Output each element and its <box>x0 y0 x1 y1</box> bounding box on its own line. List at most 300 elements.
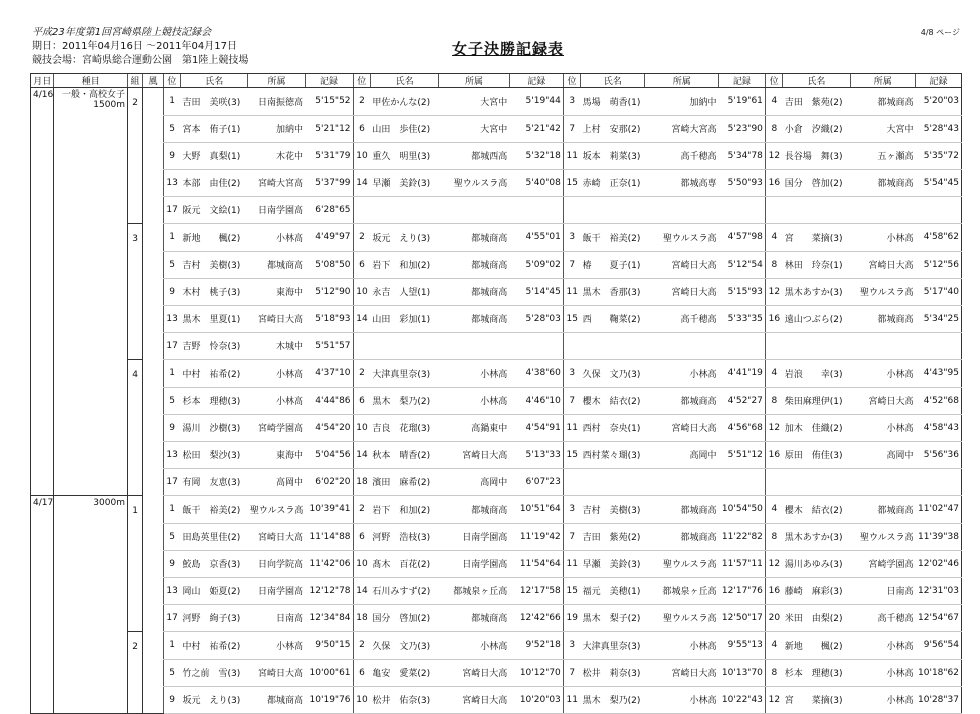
col-name: 氏名 <box>783 74 850 88</box>
athlete-name: 岡山 姫夏(2) <box>181 577 248 604</box>
place: 8 <box>765 387 782 414</box>
club: 小林高 <box>248 224 305 252</box>
event-cell <box>54 550 128 577</box>
athlete-name: 岩下 和加(2) <box>370 251 438 278</box>
place: 2 <box>353 88 370 116</box>
col-pos: 位 <box>563 74 580 88</box>
event-cell <box>54 523 128 550</box>
club: 日南学園高 <box>248 196 305 224</box>
club: 東海中 <box>248 441 305 468</box>
mark: 12'02"46 <box>915 550 961 577</box>
mark: 5'56"36 <box>915 441 961 468</box>
col-club: 所属 <box>248 74 305 88</box>
athlete-name <box>370 332 438 360</box>
athlete-name: 山田 彩加(1) <box>370 305 438 332</box>
col-pos: 位 <box>163 74 180 88</box>
mark: 10'18"62 <box>915 659 961 686</box>
athlete-name: 髙木 百花(2) <box>370 550 438 577</box>
athlete-name: 櫻木 結衣(2) <box>783 496 850 524</box>
date-cell <box>31 414 54 441</box>
athlete-name: 田島英里佳(2) <box>181 523 248 550</box>
club: 小林高 <box>439 360 509 388</box>
event-cell <box>54 115 128 142</box>
club: 高岡中 <box>439 468 509 496</box>
event-cell <box>54 468 128 496</box>
club: 東海中 <box>248 278 305 305</box>
mark: 10'22"43 <box>718 686 765 714</box>
club <box>850 332 915 360</box>
mark: 10'28"37 <box>915 686 961 714</box>
event-cell <box>54 196 128 224</box>
place: 3 <box>563 632 580 660</box>
place <box>563 468 580 496</box>
place: 4 <box>765 224 782 252</box>
club: 宮崎日大高 <box>645 251 719 278</box>
club: 宮崎日大高 <box>850 387 915 414</box>
mark: 5'18"93 <box>305 305 353 332</box>
place: 3 <box>563 496 580 524</box>
club: 聖ウルスラ高 <box>850 278 915 305</box>
club: 宮崎日大高 <box>439 686 509 714</box>
club: 都城商高 <box>248 686 305 714</box>
place: 10 <box>353 278 370 305</box>
athlete-name: 早瀬 美鈴(3) <box>370 169 438 196</box>
table-row <box>31 441 962 468</box>
athlete-name: 久保 文乃(3) <box>581 360 645 388</box>
mark <box>718 196 765 224</box>
mark: 12'17"58 <box>509 577 563 604</box>
group-cell <box>127 659 142 686</box>
club: 日南振徳高 <box>248 88 305 116</box>
athlete-name: 宮本 侑子(1) <box>181 115 248 142</box>
athlete-name: 本部 由佳(2) <box>181 169 248 196</box>
mark: 4'58"43 <box>915 414 961 441</box>
athlete-name: 長谷場 舞(3) <box>783 142 850 169</box>
mark <box>915 332 961 360</box>
club: 小林高 <box>439 387 509 414</box>
athlete-name: 中村 祐希(2) <box>181 360 248 388</box>
place: 11 <box>563 550 580 577</box>
group-cell <box>127 251 142 278</box>
place: 18 <box>353 468 370 496</box>
table-row <box>31 496 962 524</box>
mark: 12'12"78 <box>305 577 353 604</box>
mark: 4'54"91 <box>509 414 563 441</box>
col-group: 組 <box>127 74 142 88</box>
club: 日南学園高 <box>248 577 305 604</box>
date-cell <box>31 523 54 550</box>
athlete-name: 吉田 紫苑(2) <box>581 523 645 550</box>
mark: 5'21"42 <box>509 115 563 142</box>
date-cell <box>31 251 54 278</box>
athlete-name: 藤崎 麻彩(3) <box>783 577 850 604</box>
mark: 5'08"50 <box>305 251 353 278</box>
event-cell <box>54 142 128 169</box>
athlete-name: 原田 侑佳(3) <box>783 441 850 468</box>
place: 6 <box>353 387 370 414</box>
athlete-name: 早瀬 美鈴(3) <box>581 550 645 577</box>
place: 10 <box>353 550 370 577</box>
meet-period: 期日：2011年04月16日 ～2011年04月17日 <box>32 41 237 52</box>
mark: 10'39"41 <box>305 496 353 524</box>
club: 小林高 <box>850 632 915 660</box>
place <box>353 332 370 360</box>
date-cell <box>31 360 54 388</box>
event-cell <box>54 278 128 305</box>
mark: 5'37"99 <box>305 169 353 196</box>
col-club: 所属 <box>850 74 915 88</box>
group-cell <box>127 305 142 332</box>
event-line: 1500m <box>93 100 125 110</box>
mark: 10'54"50 <box>718 496 765 524</box>
place: 1 <box>163 632 180 660</box>
place: 8 <box>765 523 782 550</box>
club: 都城商高 <box>645 523 719 550</box>
wind-cell <box>143 169 163 196</box>
place: 20 <box>765 604 782 632</box>
mark: 12'31"03 <box>915 577 961 604</box>
table-row <box>31 251 962 278</box>
mark: 4'52"27 <box>718 387 765 414</box>
wind-cell <box>143 577 163 604</box>
place: 2 <box>353 632 370 660</box>
place: 18 <box>353 604 370 632</box>
place: 9 <box>163 550 180 577</box>
mark: 4'37"10 <box>305 360 353 388</box>
place: 14 <box>353 305 370 332</box>
mark <box>509 196 563 224</box>
mark: 4'49"97 <box>305 224 353 252</box>
place: 2 <box>353 224 370 252</box>
place: 6 <box>353 659 370 686</box>
mark: 4'56"68 <box>718 414 765 441</box>
mark: 4'43"95 <box>915 360 961 388</box>
group-cell <box>127 441 142 468</box>
mark: 5'04"56 <box>305 441 353 468</box>
place: 5 <box>163 251 180 278</box>
club: 都城商高 <box>850 169 915 196</box>
club: 都城商高 <box>439 224 509 252</box>
athlete-name: 吉村 美樹(3) <box>181 251 248 278</box>
mark: 10'00"61 <box>305 659 353 686</box>
mark: 9'56"54 <box>915 632 961 660</box>
event-cell <box>54 387 128 414</box>
club: 高岡中 <box>850 441 915 468</box>
club: 小林高 <box>850 686 915 714</box>
mark: 4'41"19 <box>718 360 765 388</box>
club: 高千穂高 <box>645 142 719 169</box>
mark: 5'12"90 <box>305 278 353 305</box>
athlete-name <box>370 196 438 224</box>
meet-venue: 競技会場：宮崎県総合運動公園 第1陸上競技場 <box>32 55 249 66</box>
place: 16 <box>765 169 782 196</box>
athlete-name: 亀安 愛菜(2) <box>370 659 438 686</box>
wind-cell <box>143 360 163 388</box>
club <box>645 196 719 224</box>
wind-cell <box>143 496 163 524</box>
mark: 5'50"93 <box>718 169 765 196</box>
wind-cell <box>143 468 163 496</box>
event-cell <box>54 169 128 196</box>
wind-cell <box>143 632 163 660</box>
date-cell: 4/17 <box>31 496 54 524</box>
place: 6 <box>353 523 370 550</box>
athlete-name: 黒木あすか(3) <box>783 278 850 305</box>
date-cell <box>31 142 54 169</box>
mark: 5'54"45 <box>915 169 961 196</box>
club: 小林高 <box>248 360 305 388</box>
club: 都城商高 <box>439 251 509 278</box>
club: 聖ウルスラ高 <box>850 523 915 550</box>
place: 8 <box>765 251 782 278</box>
place: 15 <box>563 441 580 468</box>
place: 11 <box>563 142 580 169</box>
club: 都城商高 <box>439 305 509 332</box>
club: 小林高 <box>439 632 509 660</box>
place: 14 <box>353 169 370 196</box>
mark: 5'32"18 <box>509 142 563 169</box>
club: 宮崎日大高 <box>850 251 915 278</box>
mark <box>718 332 765 360</box>
athlete-name: 飯干 裕美(2) <box>181 496 248 524</box>
athlete-name: 河野 浩枝(3) <box>370 523 438 550</box>
place: 14 <box>353 441 370 468</box>
place: 2 <box>353 360 370 388</box>
event-line: 3000m <box>93 498 125 508</box>
mark: 5'12"56 <box>915 251 961 278</box>
group-cell <box>127 577 142 604</box>
mark: 10'51"64 <box>509 496 563 524</box>
place: 15 <box>563 577 580 604</box>
group-cell <box>127 332 142 360</box>
group-cell <box>127 468 142 496</box>
table-row <box>31 523 962 550</box>
mark: 4'54"20 <box>305 414 353 441</box>
group-cell <box>127 169 142 196</box>
athlete-name: 吉良 花瑠(3) <box>370 414 438 441</box>
mark: 5'35"72 <box>915 142 961 169</box>
mark: 12'54"67 <box>915 604 961 632</box>
mark: 5'34"25 <box>915 305 961 332</box>
athlete-name: 秋本 晴香(2) <box>370 441 438 468</box>
athlete-name <box>581 332 645 360</box>
athlete-name: 林田 玲奈(1) <box>783 251 850 278</box>
athlete-name: 木村 桃子(3) <box>181 278 248 305</box>
date-cell <box>31 441 54 468</box>
event-cell <box>54 251 128 278</box>
mark: 11'39"38 <box>915 523 961 550</box>
mark: 11'54"64 <box>509 550 563 577</box>
club: 木花中 <box>248 142 305 169</box>
place: 10 <box>353 414 370 441</box>
athlete-name: 松井 莉奈(3) <box>581 659 645 686</box>
place: 5 <box>163 115 180 142</box>
document-title: 女子決勝記録表 <box>452 40 565 58</box>
athlete-name: 濱田 麻希(2) <box>370 468 438 496</box>
wind-cell <box>143 305 163 332</box>
athlete-name: 新地 楓(2) <box>783 632 850 660</box>
mark: 5'15"52 <box>305 88 353 116</box>
table-row <box>31 196 962 224</box>
place: 9 <box>163 414 180 441</box>
mark: 6'02"20 <box>305 468 353 496</box>
col-pos: 位 <box>765 74 782 88</box>
athlete-name: 山田 歩佳(2) <box>370 115 438 142</box>
athlete-name: 坂本 莉菜(3) <box>581 142 645 169</box>
club: 都城商高 <box>439 604 509 632</box>
place <box>563 196 580 224</box>
table-row <box>31 305 962 332</box>
date-cell <box>31 305 54 332</box>
place: 11 <box>563 278 580 305</box>
club: 都城泉ヶ丘高 <box>645 577 719 604</box>
place: 7 <box>563 387 580 414</box>
date-cell <box>31 577 54 604</box>
mark: 5'31"79 <box>305 142 353 169</box>
place: 10 <box>353 142 370 169</box>
mark: 6'07"23 <box>509 468 563 496</box>
athlete-name: 松井 佑奈(3) <box>370 686 438 714</box>
mark: 5'14"45 <box>509 278 563 305</box>
athlete-name: 杉本 理穂(3) <box>783 659 850 686</box>
athlete-name: 大津真里奈(3) <box>581 632 645 660</box>
club: 大宮中 <box>439 88 509 116</box>
wind-cell <box>143 414 163 441</box>
athlete-name: 重久 明里(3) <box>370 142 438 169</box>
col-mark: 記録 <box>509 74 563 88</box>
group-cell <box>127 387 142 414</box>
athlete-name: 黒木 梨子(2) <box>581 604 645 632</box>
club: 聖ウルスラ高 <box>645 604 719 632</box>
athlete-name: 吉村 美樹(3) <box>581 496 645 524</box>
club <box>850 196 915 224</box>
date-cell <box>31 332 54 360</box>
wind-cell <box>143 550 163 577</box>
place: 13 <box>163 305 180 332</box>
wind-cell <box>143 523 163 550</box>
table-row <box>31 604 962 632</box>
col-event: 種目 <box>54 74 128 88</box>
athlete-name: 宮 菜摘(3) <box>783 686 850 714</box>
col-mark: 記録 <box>915 74 961 88</box>
athlete-name: 吉野 怜奈(3) <box>181 332 248 360</box>
club: 日南高 <box>248 604 305 632</box>
wind-cell <box>143 251 163 278</box>
club: 宮崎大宮高 <box>645 115 719 142</box>
mark: 4'38"60 <box>509 360 563 388</box>
club: 都城商高 <box>645 496 719 524</box>
athlete-name: 国分 啓加(2) <box>783 169 850 196</box>
athlete-name: 福元 美穂(1) <box>581 577 645 604</box>
club: 都城商高 <box>439 278 509 305</box>
mark: 5'33"35 <box>718 305 765 332</box>
group-cell: 4 <box>127 360 142 388</box>
club: 宮崎日大高 <box>248 659 305 686</box>
club: 都城商高 <box>850 88 915 116</box>
wind-cell <box>143 224 163 252</box>
mark: 5'12"54 <box>718 251 765 278</box>
group-cell: 2 <box>127 88 142 116</box>
col-name: 氏名 <box>581 74 645 88</box>
table-row <box>31 414 962 441</box>
club: 小林高 <box>645 360 719 388</box>
athlete-name: 黒木 梨乃(2) <box>581 686 645 714</box>
place: 1 <box>163 360 180 388</box>
club: 宮崎日大高 <box>248 305 305 332</box>
group-cell <box>127 523 142 550</box>
club: 小林高 <box>850 414 915 441</box>
athlete-name <box>783 332 850 360</box>
mark: 4'52"68 <box>915 387 961 414</box>
col-wind: 風 <box>143 74 163 88</box>
club: 高鍋東中 <box>439 414 509 441</box>
place: 6 <box>353 115 370 142</box>
club: 宮崎学園高 <box>850 550 915 577</box>
place: 4 <box>765 632 782 660</box>
results-table <box>30 73 962 714</box>
athlete-name <box>783 468 850 496</box>
table-row <box>31 169 962 196</box>
club: 高千穂高 <box>850 604 915 632</box>
club: 宮崎日大高 <box>645 278 719 305</box>
mark <box>915 468 961 496</box>
place: 11 <box>563 686 580 714</box>
event-cell <box>54 632 128 660</box>
col-mark: 記録 <box>305 74 353 88</box>
event-cell <box>54 224 128 252</box>
place: 8 <box>765 659 782 686</box>
place <box>563 332 580 360</box>
mark: 9'52"18 <box>509 632 563 660</box>
place: 13 <box>163 577 180 604</box>
date-cell <box>31 659 54 686</box>
event-cell <box>54 577 128 604</box>
col-mark: 記録 <box>718 74 765 88</box>
event-cell <box>54 360 128 388</box>
mark: 10'19"76 <box>305 686 353 714</box>
group-cell <box>127 414 142 441</box>
event-cell <box>54 332 128 360</box>
mark: 5'51"57 <box>305 332 353 360</box>
place: 12 <box>765 278 782 305</box>
table-row <box>31 387 962 414</box>
group-cell <box>127 142 142 169</box>
place: 16 <box>765 305 782 332</box>
mark: 6'28"65 <box>305 196 353 224</box>
mark <box>509 332 563 360</box>
place: 7 <box>563 115 580 142</box>
athlete-name: 大津真里奈(3) <box>370 360 438 388</box>
athlete-name: 湯川 沙樹(3) <box>181 414 248 441</box>
header-row <box>31 74 962 88</box>
table-row <box>31 142 962 169</box>
place: 9 <box>163 142 180 169</box>
place <box>765 332 782 360</box>
col-date: 月日 <box>31 74 54 88</box>
page-number: 4/8 ページ <box>920 28 960 37</box>
club: 宮崎学園高 <box>248 414 305 441</box>
table-row <box>31 88 962 116</box>
place: 13 <box>163 441 180 468</box>
place: 19 <box>563 604 580 632</box>
place: 11 <box>563 414 580 441</box>
athlete-name: 石川みすず(2) <box>370 577 438 604</box>
club: 宮崎日大高 <box>439 659 509 686</box>
place: 16 <box>765 577 782 604</box>
table-row <box>31 224 962 252</box>
group-cell <box>127 196 142 224</box>
table-row <box>31 550 962 577</box>
